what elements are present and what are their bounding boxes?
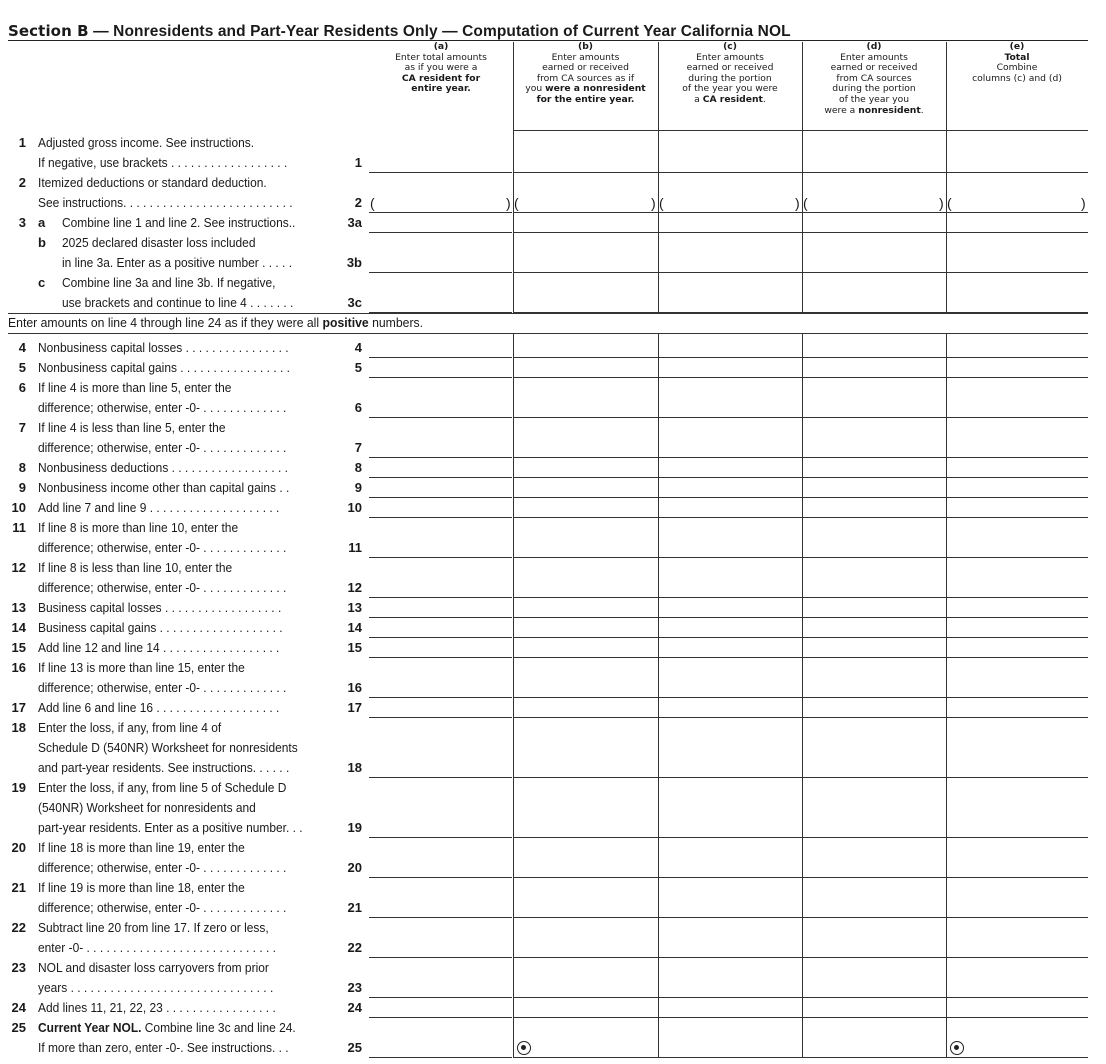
line-reference: 3a bbox=[347, 215, 362, 230]
line-11-label: If line 8 is more than line 10, enter the bbox=[38, 520, 239, 535]
line-5-col-a-input[interactable] bbox=[369, 358, 512, 378]
line-3b-col-a-input[interactable] bbox=[369, 253, 512, 273]
line-3b-col-d-input[interactable] bbox=[803, 253, 946, 273]
line-11-col-a-input[interactable] bbox=[369, 538, 512, 558]
column-header-line: of the year you were bbox=[682, 83, 778, 95]
column-header-line: for the entire year. bbox=[536, 93, 635, 105]
column-header-d bbox=[802, 42, 946, 130]
line-reference: 11 bbox=[348, 540, 362, 555]
line-7-col-d-input[interactable] bbox=[803, 438, 946, 458]
column-header-line: of the year you bbox=[838, 93, 910, 105]
line-9-col-a-input[interactable] bbox=[369, 478, 512, 498]
close-bracket: ) bbox=[1081, 195, 1086, 211]
line-12-col-e-input[interactable] bbox=[947, 578, 1088, 598]
line-14-col-a-input[interactable] bbox=[369, 618, 512, 638]
line-16-col-a-input[interactable] bbox=[369, 678, 512, 698]
line-2-label: Itemized deductions or standard deduction. bbox=[38, 175, 267, 190]
line-23-label: years . . . . . . . . . . . . . . . . . . . . . . . . . . . . . . . bbox=[38, 980, 274, 995]
line-reference: 14 bbox=[347, 620, 362, 635]
column-header-line: earned or received bbox=[830, 62, 918, 74]
line-17-col-c-input[interactable] bbox=[659, 698, 802, 718]
line-20-col-e-input[interactable] bbox=[947, 858, 1088, 878]
line-23-col-b-input[interactable] bbox=[514, 978, 658, 998]
column-header-line: you were a nonresident bbox=[525, 83, 646, 95]
section-rule bbox=[8, 333, 1088, 334]
close-bracket: ) bbox=[651, 195, 656, 211]
line-number: 5 bbox=[18, 360, 26, 375]
column-header-line: as if you were a bbox=[404, 62, 478, 74]
line-3b-col-e-input[interactable] bbox=[947, 253, 1088, 273]
line-sub-letter: a bbox=[38, 215, 46, 230]
line-5-label: Nonbusiness capital gains . . . . . . . . . . . . . . . . . bbox=[38, 360, 290, 375]
line-7-col-b-input[interactable] bbox=[514, 438, 658, 458]
line-24-col-b-input[interactable] bbox=[514, 998, 658, 1018]
line-10-col-e-input[interactable] bbox=[947, 498, 1088, 518]
line-22-label: enter -0- . . . . . . . . . . . . . . . . . . . . . . . . . . . . . bbox=[38, 940, 276, 955]
line-20-label: If line 18 is more than line 19, enter the bbox=[38, 840, 245, 855]
line-reference: 6 bbox=[354, 400, 362, 415]
open-bracket: ( bbox=[947, 195, 952, 211]
line-18-label: Schedule D (540NR) Worksheet for nonresidents bbox=[38, 740, 298, 755]
line-23-col-a-input[interactable] bbox=[369, 978, 512, 998]
column-header-line: Total bbox=[1004, 51, 1030, 63]
line-reference: 19 bbox=[347, 820, 362, 835]
line-3c-col-e-input[interactable] bbox=[947, 293, 1088, 313]
line-3b-label: 2025 declared disaster loss included bbox=[62, 235, 256, 250]
line-number: 13 bbox=[11, 600, 26, 615]
line-reference: 25 bbox=[347, 1040, 362, 1055]
line-18-col-c-input[interactable] bbox=[659, 758, 802, 778]
column-header-c bbox=[658, 42, 802, 130]
line-7-col-c-input[interactable] bbox=[659, 438, 802, 458]
line-number: 1 bbox=[18, 135, 26, 150]
line-2-col-c-input[interactable] bbox=[659, 193, 802, 213]
open-bracket: ( bbox=[659, 195, 664, 211]
column-header-line: during the portion bbox=[688, 72, 772, 84]
line-8-col-a-input[interactable] bbox=[369, 458, 512, 478]
line-1-col-e-input[interactable] bbox=[947, 153, 1088, 173]
line-22-col-c-input[interactable] bbox=[659, 938, 802, 958]
line-11-col-d-input[interactable] bbox=[803, 538, 946, 558]
line-17-col-d-input[interactable] bbox=[803, 698, 946, 718]
line-23-col-d-input[interactable] bbox=[803, 978, 946, 998]
line-1-label: If negative, use brackets . . . . . . . . . . . . . . . . . . bbox=[38, 155, 288, 170]
line-5-col-b-input[interactable] bbox=[514, 358, 658, 378]
line-12-label: If line 8 is less than line 10, enter the bbox=[38, 560, 233, 575]
line-4-col-e-input[interactable] bbox=[947, 338, 1088, 358]
line-4-col-b-input[interactable] bbox=[514, 338, 658, 358]
line-14-col-b-input[interactable] bbox=[514, 618, 658, 638]
line-2-col-d-input[interactable] bbox=[803, 193, 946, 213]
line-13-col-e-input[interactable] bbox=[947, 598, 1088, 618]
line-number: 21 bbox=[11, 880, 26, 895]
line-11-col-c-input[interactable] bbox=[659, 538, 802, 558]
line-21-col-a-input[interactable] bbox=[369, 898, 512, 918]
line-25-col-a-input[interactable] bbox=[369, 1038, 512, 1058]
line-20-col-a-input[interactable] bbox=[369, 858, 512, 878]
line-14-col-e-input[interactable] bbox=[947, 618, 1088, 638]
line-6-label: If line 4 is more than line 5, enter the bbox=[38, 380, 232, 395]
line-sub-letter: b bbox=[38, 235, 46, 250]
line-number: 12 bbox=[11, 560, 26, 575]
line-22-col-e-input[interactable] bbox=[947, 938, 1088, 958]
line-25-col-e-radio[interactable] bbox=[950, 1041, 964, 1055]
column-header-b bbox=[513, 42, 658, 130]
line-7-label: difference; otherwise, enter -0- . . . . . . . . . . . . . bbox=[38, 440, 287, 455]
line-12-col-d-input[interactable] bbox=[803, 578, 946, 598]
line-reference: 23 bbox=[347, 980, 362, 995]
column-letter: (c) bbox=[723, 41, 737, 52]
line-25-col-c-input[interactable] bbox=[659, 1038, 802, 1058]
line-16-col-e-input[interactable] bbox=[947, 678, 1088, 698]
line-23-col-c-input[interactable] bbox=[659, 978, 802, 998]
line-6-col-b-input[interactable] bbox=[514, 398, 658, 418]
line-20-col-d-input[interactable] bbox=[803, 858, 946, 878]
line-number: 2 bbox=[18, 175, 26, 190]
line-3a-label: Combine line 1 and line 2. See instructions.. bbox=[62, 215, 296, 230]
line-sub-letter: c bbox=[38, 275, 46, 290]
line-14-col-c-input[interactable] bbox=[659, 618, 802, 638]
line-22-col-b-input[interactable] bbox=[514, 938, 658, 958]
line-10-label: Add line 7 and line 9 . . . . . . . . . . . . . . . . . . . . bbox=[38, 500, 280, 515]
line-25-col-e-input[interactable] bbox=[947, 1038, 1088, 1058]
line-reference: 3c bbox=[347, 295, 362, 310]
line-reference: 9 bbox=[354, 480, 362, 495]
line-10-col-c-input[interactable] bbox=[659, 498, 802, 518]
line-5-col-c-input[interactable] bbox=[659, 358, 802, 378]
line-18-col-d-input[interactable] bbox=[803, 758, 946, 778]
line-21-label: difference; otherwise, enter -0- . . . . . . . . . . . . . bbox=[38, 900, 287, 915]
column-letter: (e) bbox=[1009, 41, 1025, 52]
line-reference: 16 bbox=[347, 680, 362, 695]
line-3a-col-a-input[interactable] bbox=[369, 213, 512, 233]
line-6-col-a-input[interactable] bbox=[369, 398, 512, 418]
line-4-col-a-input[interactable] bbox=[369, 338, 512, 358]
line-number: 23 bbox=[11, 960, 26, 975]
line-21-col-c-input[interactable] bbox=[659, 898, 802, 918]
line-2-label: See instructions. . . . . . . . . . . . . . . . . . . . . . . . . . bbox=[38, 195, 293, 210]
line-reference: 5 bbox=[354, 360, 362, 375]
line-number: 19 bbox=[11, 780, 26, 795]
line-number: 22 bbox=[11, 920, 26, 935]
line-1-col-a-input[interactable] bbox=[369, 153, 512, 173]
column-letter: (d) bbox=[866, 41, 882, 52]
line-1-col-b-input[interactable] bbox=[514, 153, 658, 173]
line-reference: 22 bbox=[347, 940, 362, 955]
line-20-col-b-input[interactable] bbox=[514, 858, 658, 878]
line-number: 17 bbox=[11, 700, 26, 715]
line-13-col-c-input[interactable] bbox=[659, 598, 802, 618]
line-number: 3 bbox=[18, 215, 26, 230]
open-bracket: ( bbox=[803, 195, 808, 211]
line-19-col-c-input[interactable] bbox=[659, 818, 802, 838]
line-reference: 2 bbox=[354, 195, 362, 210]
line-13-col-a-input[interactable] bbox=[369, 598, 512, 618]
line-19-label: Enter the loss, if any, from line 5 of Schedule D bbox=[38, 780, 287, 795]
line-7-label: If line 4 is less than line 5, enter the bbox=[38, 420, 226, 435]
line-15-col-b-input[interactable] bbox=[514, 638, 658, 658]
line-number: 4 bbox=[18, 340, 26, 355]
line-22-col-a-input[interactable] bbox=[369, 938, 512, 958]
line-1-col-d-input[interactable] bbox=[803, 153, 946, 173]
open-bracket: ( bbox=[514, 195, 519, 211]
line-12-col-a-input[interactable] bbox=[369, 578, 512, 598]
line-number: 14 bbox=[11, 620, 26, 635]
line-20-col-c-input[interactable] bbox=[659, 858, 802, 878]
line-number: 7 bbox=[18, 420, 26, 435]
column-header-line: Combine bbox=[996, 62, 1038, 74]
column-header-line: Enter amounts bbox=[840, 51, 908, 63]
line-8-label: Nonbusiness deductions . . . . . . . . . . . . . . . . . . bbox=[38, 460, 288, 475]
line-21-label: If line 19 is more than line 18, enter the bbox=[38, 880, 245, 895]
column-letter: (b) bbox=[578, 41, 593, 52]
open-bracket: ( bbox=[370, 195, 375, 211]
line-8-col-e-input[interactable] bbox=[947, 458, 1088, 478]
line-reference: 12 bbox=[347, 580, 362, 595]
line-9-col-e-input[interactable] bbox=[947, 478, 1088, 498]
line-1-label: Adjusted gross income. See instructions. bbox=[38, 135, 255, 150]
line-18-label: Enter the loss, if any, from line 4 of bbox=[38, 720, 222, 735]
line-reference: 20 bbox=[347, 860, 362, 875]
close-bracket: ) bbox=[939, 195, 944, 211]
line-10-col-b-input[interactable] bbox=[514, 498, 658, 518]
line-11-label: difference; otherwise, enter -0- . . . . . . . . . . . . . bbox=[38, 540, 287, 555]
line-15-col-c-input[interactable] bbox=[659, 638, 802, 658]
line-17-label: Add line 6 and line 16 . . . . . . . . . . . . . . . . . . . bbox=[38, 700, 280, 715]
line-9-col-c-input[interactable] bbox=[659, 478, 802, 498]
line-16-label: difference; otherwise, enter -0- . . . . . . . . . . . . . bbox=[38, 680, 287, 695]
line-17-col-a-input[interactable] bbox=[369, 698, 512, 718]
line-7-col-e-input[interactable] bbox=[947, 438, 1088, 458]
line-3a-col-d-input[interactable] bbox=[803, 213, 946, 233]
line-3b-col-c-input[interactable] bbox=[659, 253, 802, 273]
line-10-col-d-input[interactable] bbox=[803, 498, 946, 518]
positive-numbers-note: Enter amounts on line 4 through line 24 as if they were all positive numbers. bbox=[8, 315, 424, 330]
line-24-col-c-input[interactable] bbox=[659, 998, 802, 1018]
column-header-line: earned or received bbox=[686, 62, 774, 74]
line-8-col-c-input[interactable] bbox=[659, 458, 802, 478]
line-21-col-b-input[interactable] bbox=[514, 898, 658, 918]
line-24-label: Add lines 11, 21, 22, 23 . . . . . . . . . . . . . . . . . bbox=[38, 1000, 276, 1015]
line-18-label: and part-year residents. See instructions. . . . . . bbox=[38, 760, 290, 775]
line-12-col-c-input[interactable] bbox=[659, 578, 802, 598]
column-header-a bbox=[369, 42, 513, 130]
line-reference: 15 bbox=[347, 640, 362, 655]
line-8-col-b-input[interactable] bbox=[514, 458, 658, 478]
column-header-line: earned or received bbox=[542, 62, 629, 74]
column-header-line: entire year. bbox=[411, 83, 471, 95]
line-1-col-c-input[interactable] bbox=[659, 153, 802, 173]
line-8-col-d-input[interactable] bbox=[803, 458, 946, 478]
close-bracket: ) bbox=[795, 195, 800, 211]
line-17-col-e-input[interactable] bbox=[947, 698, 1088, 718]
line-6-label: difference; otherwise, enter -0- . . . . . . . . . . . . . bbox=[38, 400, 287, 415]
line-reference: 17 bbox=[347, 700, 362, 715]
line-11-col-b-input[interactable] bbox=[514, 538, 658, 558]
line-23-label: NOL and disaster loss carryovers from prior bbox=[38, 960, 269, 975]
column-header-line: from CA sources as if bbox=[536, 72, 635, 84]
line-6-col-e-input[interactable] bbox=[947, 398, 1088, 418]
line-13-col-d-input[interactable] bbox=[803, 598, 946, 618]
line-14-label: Business capital gains . . . . . . . . . . . . . . . . . . . bbox=[38, 620, 283, 635]
line-3c-col-c-input[interactable] bbox=[659, 293, 802, 313]
column-header-line: during the portion bbox=[832, 83, 916, 95]
line-number: 18 bbox=[11, 720, 26, 735]
line-3c-label: use brackets and continue to line 4 . . . . . . . bbox=[62, 295, 294, 310]
line-3c-label: Combine line 3a and line 3b. If negative, bbox=[62, 275, 276, 290]
line-reference: 13 bbox=[347, 600, 362, 615]
line-number: 8 bbox=[18, 460, 26, 475]
line-9-label: Nonbusiness income other than capital gains . . bbox=[38, 480, 290, 495]
column-header-line: from CA sources bbox=[836, 72, 912, 84]
column-header-line: Enter total amounts bbox=[395, 51, 487, 63]
line-19-label: (540NR) Worksheet for nonresidents and bbox=[38, 800, 256, 815]
line-22-label: Subtract line 20 from line 17. If zero or less, bbox=[38, 920, 269, 935]
line-2-col-e-input[interactable] bbox=[947, 193, 1088, 213]
line-6-col-c-input[interactable] bbox=[659, 398, 802, 418]
title-rule bbox=[8, 40, 1088, 41]
line-number: 10 bbox=[11, 500, 26, 515]
line-25-col-b-input[interactable] bbox=[514, 1038, 658, 1058]
line-number: 6 bbox=[18, 380, 26, 395]
line-19-col-e-input[interactable] bbox=[947, 818, 1088, 838]
line-reference: 8 bbox=[354, 460, 362, 475]
line-25-col-b-radio[interactable] bbox=[517, 1041, 531, 1055]
column-header-line: CA resident for bbox=[401, 72, 481, 84]
line-3a-col-c-input[interactable] bbox=[659, 213, 802, 233]
line-21-col-d-input[interactable] bbox=[803, 898, 946, 918]
line-25-col-d-input[interactable] bbox=[803, 1038, 946, 1058]
column-letter: (a) bbox=[433, 41, 449, 52]
line-5-col-e-input[interactable] bbox=[947, 358, 1088, 378]
line-19-col-b-input[interactable] bbox=[514, 818, 658, 838]
line-22-col-d-input[interactable] bbox=[803, 938, 946, 958]
line-reference: 24 bbox=[347, 1000, 362, 1015]
line-5-col-d-input[interactable] bbox=[803, 358, 946, 378]
line-reference: 4 bbox=[354, 340, 362, 355]
line-25-label: If more than zero, enter -0-. See instructions. . . bbox=[38, 1040, 289, 1055]
line-3b-col-b-input[interactable] bbox=[514, 253, 658, 273]
line-7-col-a-input[interactable] bbox=[369, 438, 512, 458]
line-4-col-d-input[interactable] bbox=[803, 338, 946, 358]
line-3b-label: in line 3a. Enter as a positive number . . . . . bbox=[62, 255, 293, 270]
line-16-col-c-input[interactable] bbox=[659, 678, 802, 698]
line-13-label: Business capital losses . . . . . . . . . . . . . . . . . . bbox=[38, 600, 282, 615]
line-12-label: difference; otherwise, enter -0- . . . . . . . . . . . . . bbox=[38, 580, 287, 595]
line-number: 11 bbox=[12, 520, 26, 535]
column-header-e bbox=[946, 42, 1088, 130]
line-11-col-e-input[interactable] bbox=[947, 538, 1088, 558]
line-9-col-d-input[interactable] bbox=[803, 478, 946, 498]
line-reference: 7 bbox=[354, 440, 362, 455]
column-header-line: a CA resident. bbox=[694, 93, 766, 105]
line-16-col-d-input[interactable] bbox=[803, 678, 946, 698]
line-19-col-a-input[interactable] bbox=[369, 818, 512, 838]
line-reference: 3b bbox=[346, 255, 362, 270]
line-number: 24 bbox=[11, 1000, 26, 1015]
line-reference: 18 bbox=[347, 760, 362, 775]
line-number: 15 bbox=[11, 640, 26, 655]
line-number: 20 bbox=[11, 840, 26, 855]
line-20-label: difference; otherwise, enter -0- . . . . . . . . . . . . . bbox=[38, 860, 287, 875]
line-reference: 10 bbox=[347, 500, 362, 515]
line-3a-col-e-input[interactable] bbox=[947, 213, 1088, 233]
line-number: 16 bbox=[11, 660, 26, 675]
column-header-line: Enter amounts bbox=[696, 51, 764, 63]
line-3c-col-a-input[interactable] bbox=[369, 293, 512, 313]
line-10-col-a-input[interactable] bbox=[369, 498, 512, 518]
line-15-label: Add line 12 and line 14 . . . . . . . . . . . . . . . . . . bbox=[38, 640, 280, 655]
line-17-col-b-input[interactable] bbox=[514, 698, 658, 718]
line-3c-col-b-input[interactable] bbox=[514, 293, 658, 313]
line-19-label: part-year residents. Enter as a positive number. . . bbox=[38, 820, 303, 835]
line-3a-col-b-input[interactable] bbox=[514, 213, 658, 233]
column-header-line: were a nonresident. bbox=[824, 104, 924, 116]
column-header-line: columns (c) and (d) bbox=[972, 72, 1062, 84]
line-9-col-b-input[interactable] bbox=[514, 478, 658, 498]
line-4-col-c-input[interactable] bbox=[659, 338, 802, 358]
line-12-col-b-input[interactable] bbox=[514, 578, 658, 598]
line-14-col-d-input[interactable] bbox=[803, 618, 946, 638]
close-bracket: ) bbox=[506, 195, 511, 211]
line-2-col-a-input[interactable] bbox=[369, 193, 512, 213]
line-23-col-e-input[interactable] bbox=[947, 978, 1088, 998]
section-title bbox=[8, 22, 791, 41]
section-label: Section B bbox=[8, 22, 89, 40]
line-4-label: Nonbusiness capital losses . . . . . . . . . . . . . . . . bbox=[38, 340, 289, 355]
line-18-col-a-input[interactable] bbox=[369, 758, 512, 778]
line-25-label: Current Year NOL. Combine line 3c and line 24. bbox=[38, 1020, 296, 1035]
line-number: 9 bbox=[18, 480, 26, 495]
line-18-col-e-input[interactable] bbox=[947, 758, 1088, 778]
line-24-col-e-input[interactable] bbox=[947, 998, 1088, 1018]
line-6-col-d-input[interactable] bbox=[803, 398, 946, 418]
line-24-col-d-input[interactable] bbox=[803, 998, 946, 1018]
line-16-label: If line 13 is more than line 15, enter the bbox=[38, 660, 245, 675]
line-24-col-a-input[interactable] bbox=[369, 998, 512, 1018]
section-title-text: — Nonresidents and Part-Year Residents Only — Computation of Current Year California NOL bbox=[93, 23, 791, 40]
line-number: 25 bbox=[11, 1020, 26, 1035]
line-13-col-b-input[interactable] bbox=[514, 598, 658, 618]
line-18-col-b-input[interactable] bbox=[514, 758, 658, 778]
line-15-col-e-input[interactable] bbox=[947, 638, 1088, 658]
line-16-col-b-input[interactable] bbox=[514, 678, 658, 698]
line-21-col-e-input[interactable] bbox=[947, 898, 1088, 918]
line-19-col-d-input[interactable] bbox=[803, 818, 946, 838]
line-3c-col-d-input[interactable] bbox=[803, 293, 946, 313]
line-reference: 21 bbox=[347, 900, 362, 915]
section-rule bbox=[513, 130, 1088, 131]
line-2-col-b-input[interactable] bbox=[514, 193, 658, 213]
line-15-col-a-input[interactable] bbox=[369, 638, 512, 658]
line-15-col-d-input[interactable] bbox=[803, 638, 946, 658]
column-header-line: Enter amounts bbox=[551, 51, 620, 63]
line-reference: 1 bbox=[354, 155, 362, 170]
